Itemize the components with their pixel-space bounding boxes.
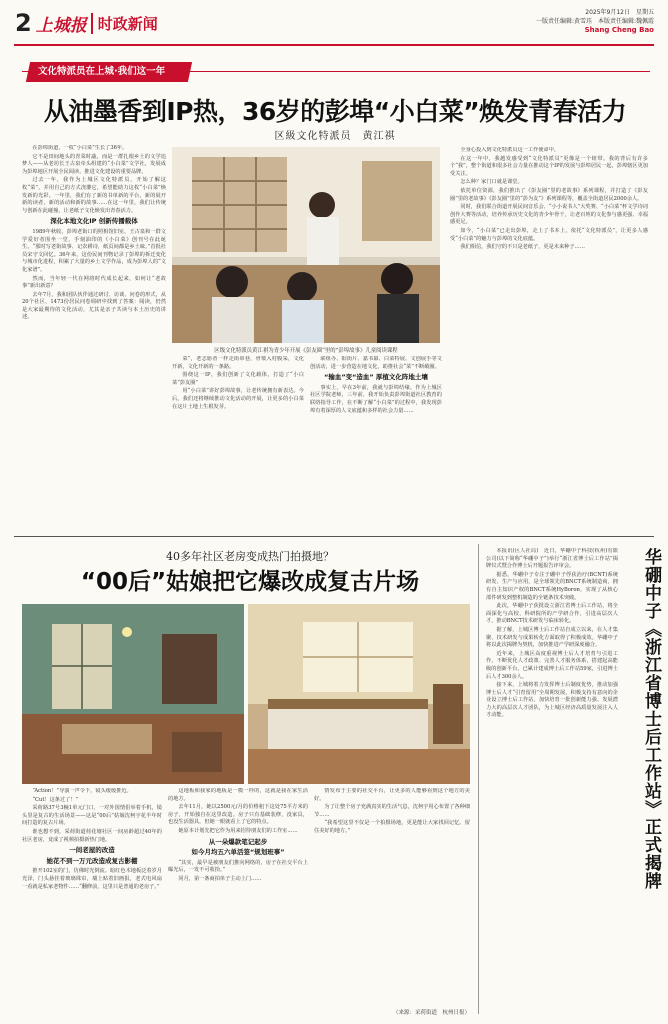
series-banner (26, 62, 192, 82)
paragraph: “Action！”导演一声令下，镜头缓缓推近。 (32, 788, 132, 794)
paragraph: 情发布于主要的社交平台，让更多的人能够看到这个地方的美好。 (314, 788, 470, 802)
paragraph: 她原本计划先把它作为用来招待朋友们的工作室…… (178, 827, 298, 834)
paragraph: 去年7月，我和团队伙伴通过研讨、访谈、问卷的形式，从20个社区、1473份居民问卷调研中找到了答案：阅读，仍然是大家最期待的文化活动，尤其是亲子共读与本土历史的讲述。 (22, 291, 166, 321)
header-rule (14, 44, 654, 46)
paragraph: 然而，当年轻一代在网络时代成长起来，如何让“老故事”新出新意？ (22, 275, 166, 290)
section-name: 时政新闻 (91, 13, 158, 34)
paragraph: 此次，华硼中子获批设立浙江省博士后工作站，将全面深化与高校、科研院所的产学研合作，引进高层次人才，推动BNCT技术研发与临床转化。 (486, 603, 618, 625)
retro-bedroom-photo (248, 604, 470, 784)
paragraph: 事实上，早在3年前，我就与彭埠结缘。作为上城区社区学院老师，三年前，我开始负责彭埠街道社区教育的联络指导工作，在不断了解“小白菜”的过程中，我发现彭埠有着深厚的人文底蕴和多样的社会力量…… (310, 384, 442, 414)
paragraph: 1989年秋收，彭埠老街口的照相馆旧室，王古泉和一群文学爱好者围坐一堂，手刻油印的《小白菜》创刊号在此诞生。“那时写老街故事、记农耕诗，纸页间都是乡土味。”首批社员宋守文回忆。36年来，这份民间刊物记录了彭埠的拆迁变化与城市化进程，积累了大量的乡土文学作品，成为彭埠人的“文化家谱”。 (22, 228, 166, 273)
paragraph: 过去一年，我作为上城区文化特派员，开始了解这枚“菜”，并用自己的方式浇灌它，希望能助力这枚“小白菜”焕发新的光彩。一年里，我们有了新的书单新的平台，新的展开新的读者，新的活动和新的故事……在这一年里，我们让传统与创新在此碰撞，让老纸子文化焕发出青春活力。 (22, 177, 166, 214)
article3-body (486, 548, 618, 1018)
paragraph: 这地板和我家的地板是一模一样的，这就是我在家生活的地方。 (168, 788, 308, 802)
paragraph: 围绕这一IP，我们创新了文化载体，打造了“小白菜”彭友圈” (172, 372, 304, 386)
paragraph: 在这一年中，我越发感受到“文化特派员”更像是一个纽带。我的背后有许多个“我”，整个街道和很多社会力量在推动这个IP的发展与彭埠居民一起，彭埠辖区更加受关注。 (450, 155, 648, 177)
subheading: 一间老屋的改造 (69, 846, 115, 855)
article2-col3 (314, 788, 470, 1006)
paragraph: 在彭埠街道，一枚“小白菜”生长了36年。 (32, 145, 128, 151)
article3-headline: 华硼中子《浙江省博士后工作站》正式揭牌 (641, 548, 661, 890)
paragraph: 菜”，老志愿者一样走街串巷，骨皱入村腹采，文化开新，文化开新的一条路。 (172, 356, 304, 370)
paragraph: 据了解，上城区博士后工作站自成立以来，在人才集聚、技术研发与成果转化方面取得了积极成效。华硼中子将以此次揭牌为契机，加快推进产学研深度融合。 (486, 626, 618, 649)
article1-col1 (22, 145, 166, 530)
article2-source: （来源：采荷街道 杭州日报） (392, 1010, 470, 1016)
section-divider (14, 536, 654, 537)
paragraph: 依托单位资源，我们推出了《彭友圈”里的老故事》系列课程，并打造了《彭友圈”里的老故事》《彭友圈”里的“彭为友”》系列课程等，覆盖全街道居民2000余人。 (450, 187, 648, 202)
article2-photo-right (248, 604, 470, 784)
subheading: 如今月均五六单活签“规划班事” (191, 848, 285, 857)
subheading: “输血”变“造血” 厚植文化阵地土壤 (324, 373, 428, 382)
column-divider (478, 544, 479, 1014)
editor-credits: 一版责任编辑:黄雪珏 本版责任编辑:魏佩霞 (535, 18, 654, 25)
brand-logo: 上城报 (35, 15, 87, 36)
subheading: 深化本地文化IP 创新传播载体 (50, 217, 138, 226)
paragraph: 为了让整个房子充满真实的生活气息，沈柯宇用心布置了各种细节…… (314, 804, 470, 818)
article1-byline: 区級文化特派员 黄江祺 (274, 131, 396, 142)
article1-col2 (172, 356, 304, 528)
article2-kicker: 40多年社区老房变成热门拍摄地？ (166, 550, 334, 563)
article1-headline: 从油墨香到IP热，36岁的彭埠“小白菜”焕发青春活力 (43, 97, 627, 126)
paragraph: 如今，“小白菜”已走出彭埠，走上了书本上，依托“文化特派员”，让更多人感受“小白菜”的魅力与彭埠的文化底蕴。 (450, 227, 648, 242)
classroom-photo-illustration (172, 147, 440, 343)
paragraph: 它不是田间地头的青菜时蔬，而是一群扎根乡土的文学追梦人——从老坊长王古泉牵头组建的“小白菜”文学社，发展成为彭埠地区开展全民阅读、推进文化建设的重要品牌。 (22, 153, 166, 175)
paragraph: 推开102室的门，仿佛时光倒流。暗红色木地板泛着岁月光泽，门头悬挂着玻璃珠帘，墙上贴着旧画报，老式电风扇一看就是私家老物件……“翻修前，这里只是普通的老房子。” (22, 868, 162, 890)
paragraph: “Cut！这条过了！” (32, 796, 79, 803)
header-meta (536, 8, 654, 35)
retro-living-room-photo (22, 604, 244, 784)
article2-headline: “00后”姑娘把它爆改成复古片场 (80, 569, 420, 595)
paragraph: 谁也想不到，采荷街道荷花塘社区一间房龄超过40年的社区老房，竟成了视频拍摄新热门地。 (22, 828, 162, 843)
subheading: 她花不到一万元改造成复古影棚 (46, 856, 138, 865)
subheading: 从一朵爆款笔记起步 (208, 837, 268, 846)
page-number: 2 (15, 9, 32, 37)
paragraph: “其实，最早是被朋友们推向网络的，房子在社交平台上曝光后，一发不可收拾。” (168, 859, 308, 874)
paragraph: 本报讯(区人社局) 近日，华硼中子科技(杭州)有限公司(以下简称“华硼中子”)举行“浙江省博士后工作站”揭牌仪式暨合作博士后开题报告评审会。 (486, 548, 618, 570)
paragraph: 同时，我们联合街道开展民间音乐会、“小小说书人”大奖赛、“小白菜”杯文学诗词创作大赛等活动，培养传承历史文化的青少年骨干，让老百姓的文化参与感更强、幸福感更足。 (450, 204, 648, 226)
masthead (15, 6, 158, 40)
paragraph: “我希望这里不仅是一个拍摄场地，更是能让大家找回记忆、留住美好的地方。” (314, 820, 470, 834)
paragraph: 接下来，上城将着力发挥博士后制度优势，推动加强博士后人才“引育留用”全周期发展，积极支持有意向的企业设立博士后工作站，加快培育一批创新能力强、发展潜力大的高层次人才团队，为上城区经济高质量发展注入人才动能。 (486, 682, 618, 719)
paragraph: 同月，第一条商拍单子主动上门…… (178, 875, 262, 882)
brand-pinyin: Shang Cheng Bao (584, 26, 654, 34)
article1-col4 (450, 147, 648, 530)
article2-col1 (22, 788, 162, 1018)
paragraph: 全身心投入到文化特派员这一工作使命中。 (460, 147, 559, 153)
paragraph: 用“小白菜”讲好彭埠故事，让老传统拥有新表达。今后，我们还将继续推动文化活动的开展，让更多的小白菜在这片土地上生根发芽。 (172, 388, 304, 410)
paragraph: 去年11月，她以2500元/月的价格租下这处75平方米的房子，开始独自在这里改造。房子只有基础装修，没家具，也没生活器具，但她一眼就看上了它的特点。 (168, 804, 308, 826)
series-banner-text: 文化特派员在上城·我们这一年 (38, 66, 166, 77)
paragraph: 据悉，华硼中子专注于硼中子俘获治疗(BCNT)系统研发、生产与应用，是全球领先的BNCT系统制造商，拥有自主知识产权的BNCT系统HyBoron，实现了从核心部件研发到整机制造的全链条技术突破。 (486, 571, 618, 601)
paragraph: 联组办、阳街片、嘉书幕、白菜特展、文创展手等文创活动，进一步营造在地文化，助推社会“菜”不断破圈。 (310, 356, 442, 370)
article2-photo-left (22, 604, 244, 784)
paragraph: 我们相信，我们守的不只是老纸子，更是未来种子…… (460, 244, 585, 251)
article1-col3 (310, 356, 442, 528)
paragraph: 怎么种？家门口就是课堂。 (460, 179, 523, 186)
paragraph: 采荷路37号3幢1单元门口，一对外国情侣举着手机，镜头里是复古的生活场景——这是“00后”姑娘沈柯宇花半年时间打造的复古片场。 (22, 805, 162, 827)
article2-col2 (168, 788, 308, 1018)
paragraph: 近年来，上城区高度重视博士后人才培育与引进工作，不断优化人才政策、完善人才服务体系，搭建起高能级的创新平台，已累计建成博士后工作站59家，引进博士后人才300余人。 (486, 650, 618, 680)
issue-date: 2025年9月12日 星期五 (585, 9, 654, 16)
article1-photo-caption: 区级文化特派员黄江祺为青少年开展《彭友圈“里的”彭埠故事》儿童阅读课程 (214, 348, 398, 354)
article1-photo (172, 147, 440, 343)
